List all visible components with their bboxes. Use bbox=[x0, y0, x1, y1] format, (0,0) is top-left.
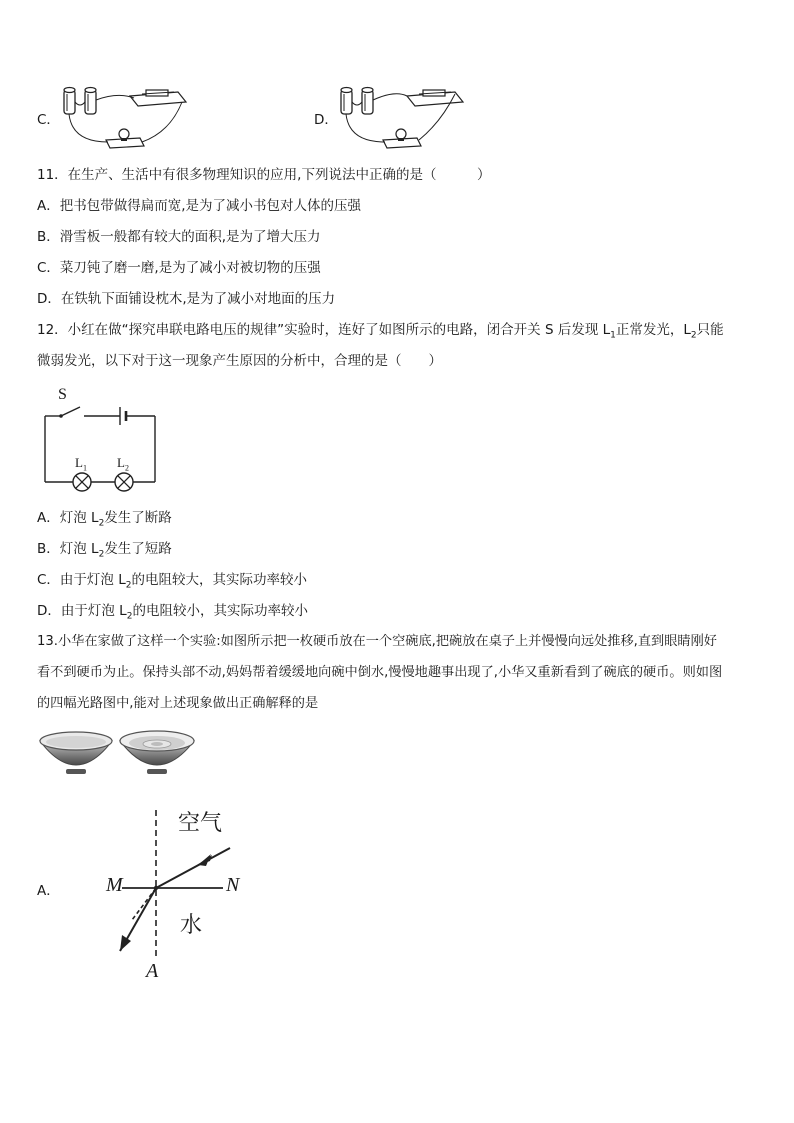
q11-option-c: C．菜刀钝了磨一磨,是为了减小对被切物的压强 bbox=[37, 260, 321, 276]
q12-lamp1-label bbox=[75, 455, 87, 473]
q12-stem-part-2: 正常发光，L bbox=[615, 322, 691, 338]
q10-option-c-label: C． bbox=[37, 112, 60, 128]
q12-stem-line-1 bbox=[37, 320, 724, 346]
q13-stem-line-2: 看不到硬币为止。保持头部不动,妈妈帮着缓缓地向碗中倒水,慢慢地趣事出现了,小华又重新看到了碗底的硬币。则如图 bbox=[37, 665, 723, 680]
q13-option-a-label: A． bbox=[37, 883, 60, 899]
q12-stem-part-3: 只能 bbox=[696, 322, 724, 338]
q12-option-d bbox=[37, 601, 308, 627]
q12-stem-line-2: 微弱发光，以下对于这一现象产生原因的分析中，合理的是（ ） bbox=[37, 353, 442, 369]
q13-air-label: 空气 bbox=[178, 811, 223, 836]
q12-lamp2-label bbox=[117, 455, 129, 473]
q11-option-b: B．滑雪板一般都有较大的面积,是为了增大压力 bbox=[37, 229, 321, 245]
q12-option-d-post: 的电阻较小，其实际功率较小 bbox=[132, 603, 308, 619]
q11-option-a: A．把书包带做得扁而宽,是为了减小书包对人体的压强 bbox=[37, 198, 362, 214]
q12-option-b-post: 发生了短路 bbox=[104, 541, 172, 557]
q12-option-c-sub: 2 bbox=[125, 580, 132, 591]
q13-a-label: A bbox=[146, 960, 159, 982]
q13-m-label: M bbox=[106, 874, 123, 896]
q12-stem-part-1: 12．小红在做“探究串联电路电压的规律”实验时，连好了如图所示的电路，闭合开关 S 后发现 L bbox=[37, 322, 611, 338]
q12-lamp2-letter: L bbox=[117, 455, 125, 470]
q10-option-d-apparatus-figure bbox=[335, 82, 465, 154]
q10-option-c-apparatus-figure bbox=[58, 82, 188, 154]
q12-option-b-pre: B．灯泡 L bbox=[37, 541, 99, 557]
q13-option-a-light-path-diagram bbox=[78, 808, 258, 988]
q13-stem-line-1: 13.小华在家做了这样一个实验:如图所示把一枚硬币放在一个空碗底,把碗放在桌子上并慢慢向远处推移,直到眼睛刚好 bbox=[37, 634, 717, 649]
q12-option-d-pre: D．由于灯泡 L bbox=[37, 603, 127, 619]
q12-option-d-sub: 2 bbox=[126, 611, 133, 622]
q13-water-label: 水 bbox=[180, 913, 203, 938]
q13-bowls-photo bbox=[38, 727, 198, 779]
q12-option-c-pre: C．由于灯泡 L bbox=[37, 572, 126, 588]
q12-option-a-sub: 2 bbox=[98, 518, 105, 529]
q12-option-a bbox=[37, 508, 172, 534]
q13-stem-line-3: 的四幅光路图中,能对上述现象做出正确解释的是 bbox=[37, 696, 319, 711]
q12-lamp2-sub: 2 bbox=[124, 463, 129, 473]
q12-option-c-post: 的电阻较大，其实际功率较小 bbox=[131, 572, 307, 588]
q13-n-label: N bbox=[226, 874, 240, 896]
q11-option-d: D．在铁轨下面铺设枕木,是为了减小对地面的压力 bbox=[37, 291, 336, 307]
q12-option-a-post: 发生了断路 bbox=[104, 510, 172, 526]
q12-lamp1-sub: 1 bbox=[82, 463, 87, 473]
q12-stem-sub-1: 1 bbox=[610, 330, 616, 341]
q12-option-b bbox=[37, 539, 172, 565]
q12-option-b-sub: 2 bbox=[98, 549, 105, 560]
q12-option-a-pre: A．灯泡 L bbox=[37, 510, 99, 526]
q12-switch-label: S bbox=[58, 386, 67, 403]
q12-lamp1-letter: L bbox=[75, 455, 83, 470]
q12-option-c bbox=[37, 570, 307, 596]
q11-stem: 11．在生产、生活中有很多物理知识的应用,下列说法中正确的是（ ） bbox=[37, 167, 491, 183]
q12-stem-sub-2: 2 bbox=[690, 330, 697, 341]
q10-option-d-label: D． bbox=[314, 112, 338, 128]
